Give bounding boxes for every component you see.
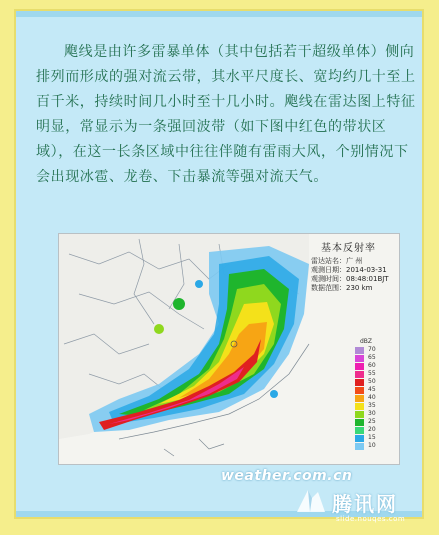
legend-row [355, 354, 391, 362]
legend-row [355, 402, 391, 410]
legend-swatch [355, 363, 364, 370]
legend-swatch [355, 403, 364, 410]
legend-swatch [355, 435, 364, 442]
logo-url: slide.nouqes.com [336, 515, 406, 523]
logo-name: 腾讯网 [332, 492, 398, 516]
legend-label: 55 [368, 370, 376, 377]
intro-paragraph: 飑线是由许多雷暴单体（其中包括若干超级单体）侧向排列而形成的强对流云带，其水平尺度长、宽均约几十至上百千米，持续时间几小时至十几小时。飑线在雷达图上特征明显，常显示为一条强回波带（如下图中红色的带状区域），在这一长条区域中往往伴随有雷雨大风，个别情况下会出现冰雹、龙卷、下击暴流等强对流天气。 [36, 44, 416, 185]
radar-obs-date: 观测日期：2014-03-31 [311, 266, 387, 274]
legend-row [355, 346, 391, 354]
legend-row [355, 434, 391, 442]
legend-label: 70 [368, 346, 376, 353]
radar-legend [355, 338, 391, 450]
panel-top-stripe [16, 11, 422, 17]
radar-station: 雷达站名：广 州 [311, 257, 363, 265]
legend-swatch [355, 387, 364, 394]
legend-label: 10 [368, 442, 376, 449]
site-logo [294, 482, 432, 532]
legend-label: 15 [368, 434, 376, 441]
watermark-text: weather.com.cn [221, 468, 353, 484]
legend-swatch [355, 419, 364, 426]
radar-product-title: 基本反射率 [321, 243, 376, 254]
legend-label: 25 [368, 418, 376, 425]
legend-swatch [355, 355, 364, 362]
legend-row [355, 426, 391, 434]
radar-data-range: 数据范围：230 km [311, 284, 373, 292]
logo-mark-icon [294, 486, 328, 516]
legend-label: 60 [368, 362, 376, 369]
legend-label: 50 [368, 378, 376, 385]
legend-swatch [355, 427, 364, 434]
legend-label: 30 [368, 410, 376, 417]
legend-swatch [355, 411, 364, 418]
legend-label: 40 [368, 394, 376, 401]
legend-swatch [355, 347, 364, 354]
legend-label: 35 [368, 402, 376, 409]
legend-row [355, 394, 391, 402]
legend-row [355, 418, 391, 426]
legend-row [355, 362, 391, 370]
radar-image [58, 233, 400, 465]
legend-unit: dBZ [360, 338, 373, 345]
legend-row [355, 410, 391, 418]
legend-row [355, 370, 391, 378]
legend-swatch [355, 443, 364, 450]
radar-obs-time: 观测时间：08:48:01BJT [311, 275, 389, 283]
legend-row [355, 386, 391, 394]
legend-row [355, 378, 391, 386]
legend-row [355, 442, 391, 450]
legend-swatch [355, 395, 364, 402]
legend-swatch [355, 371, 364, 378]
radar-info-panel [311, 239, 399, 293]
legend-swatch [355, 379, 364, 386]
legend-label: 20 [368, 426, 376, 433]
legend-rows [355, 346, 391, 450]
legend-label: 45 [368, 386, 376, 393]
legend-label: 65 [368, 354, 376, 361]
